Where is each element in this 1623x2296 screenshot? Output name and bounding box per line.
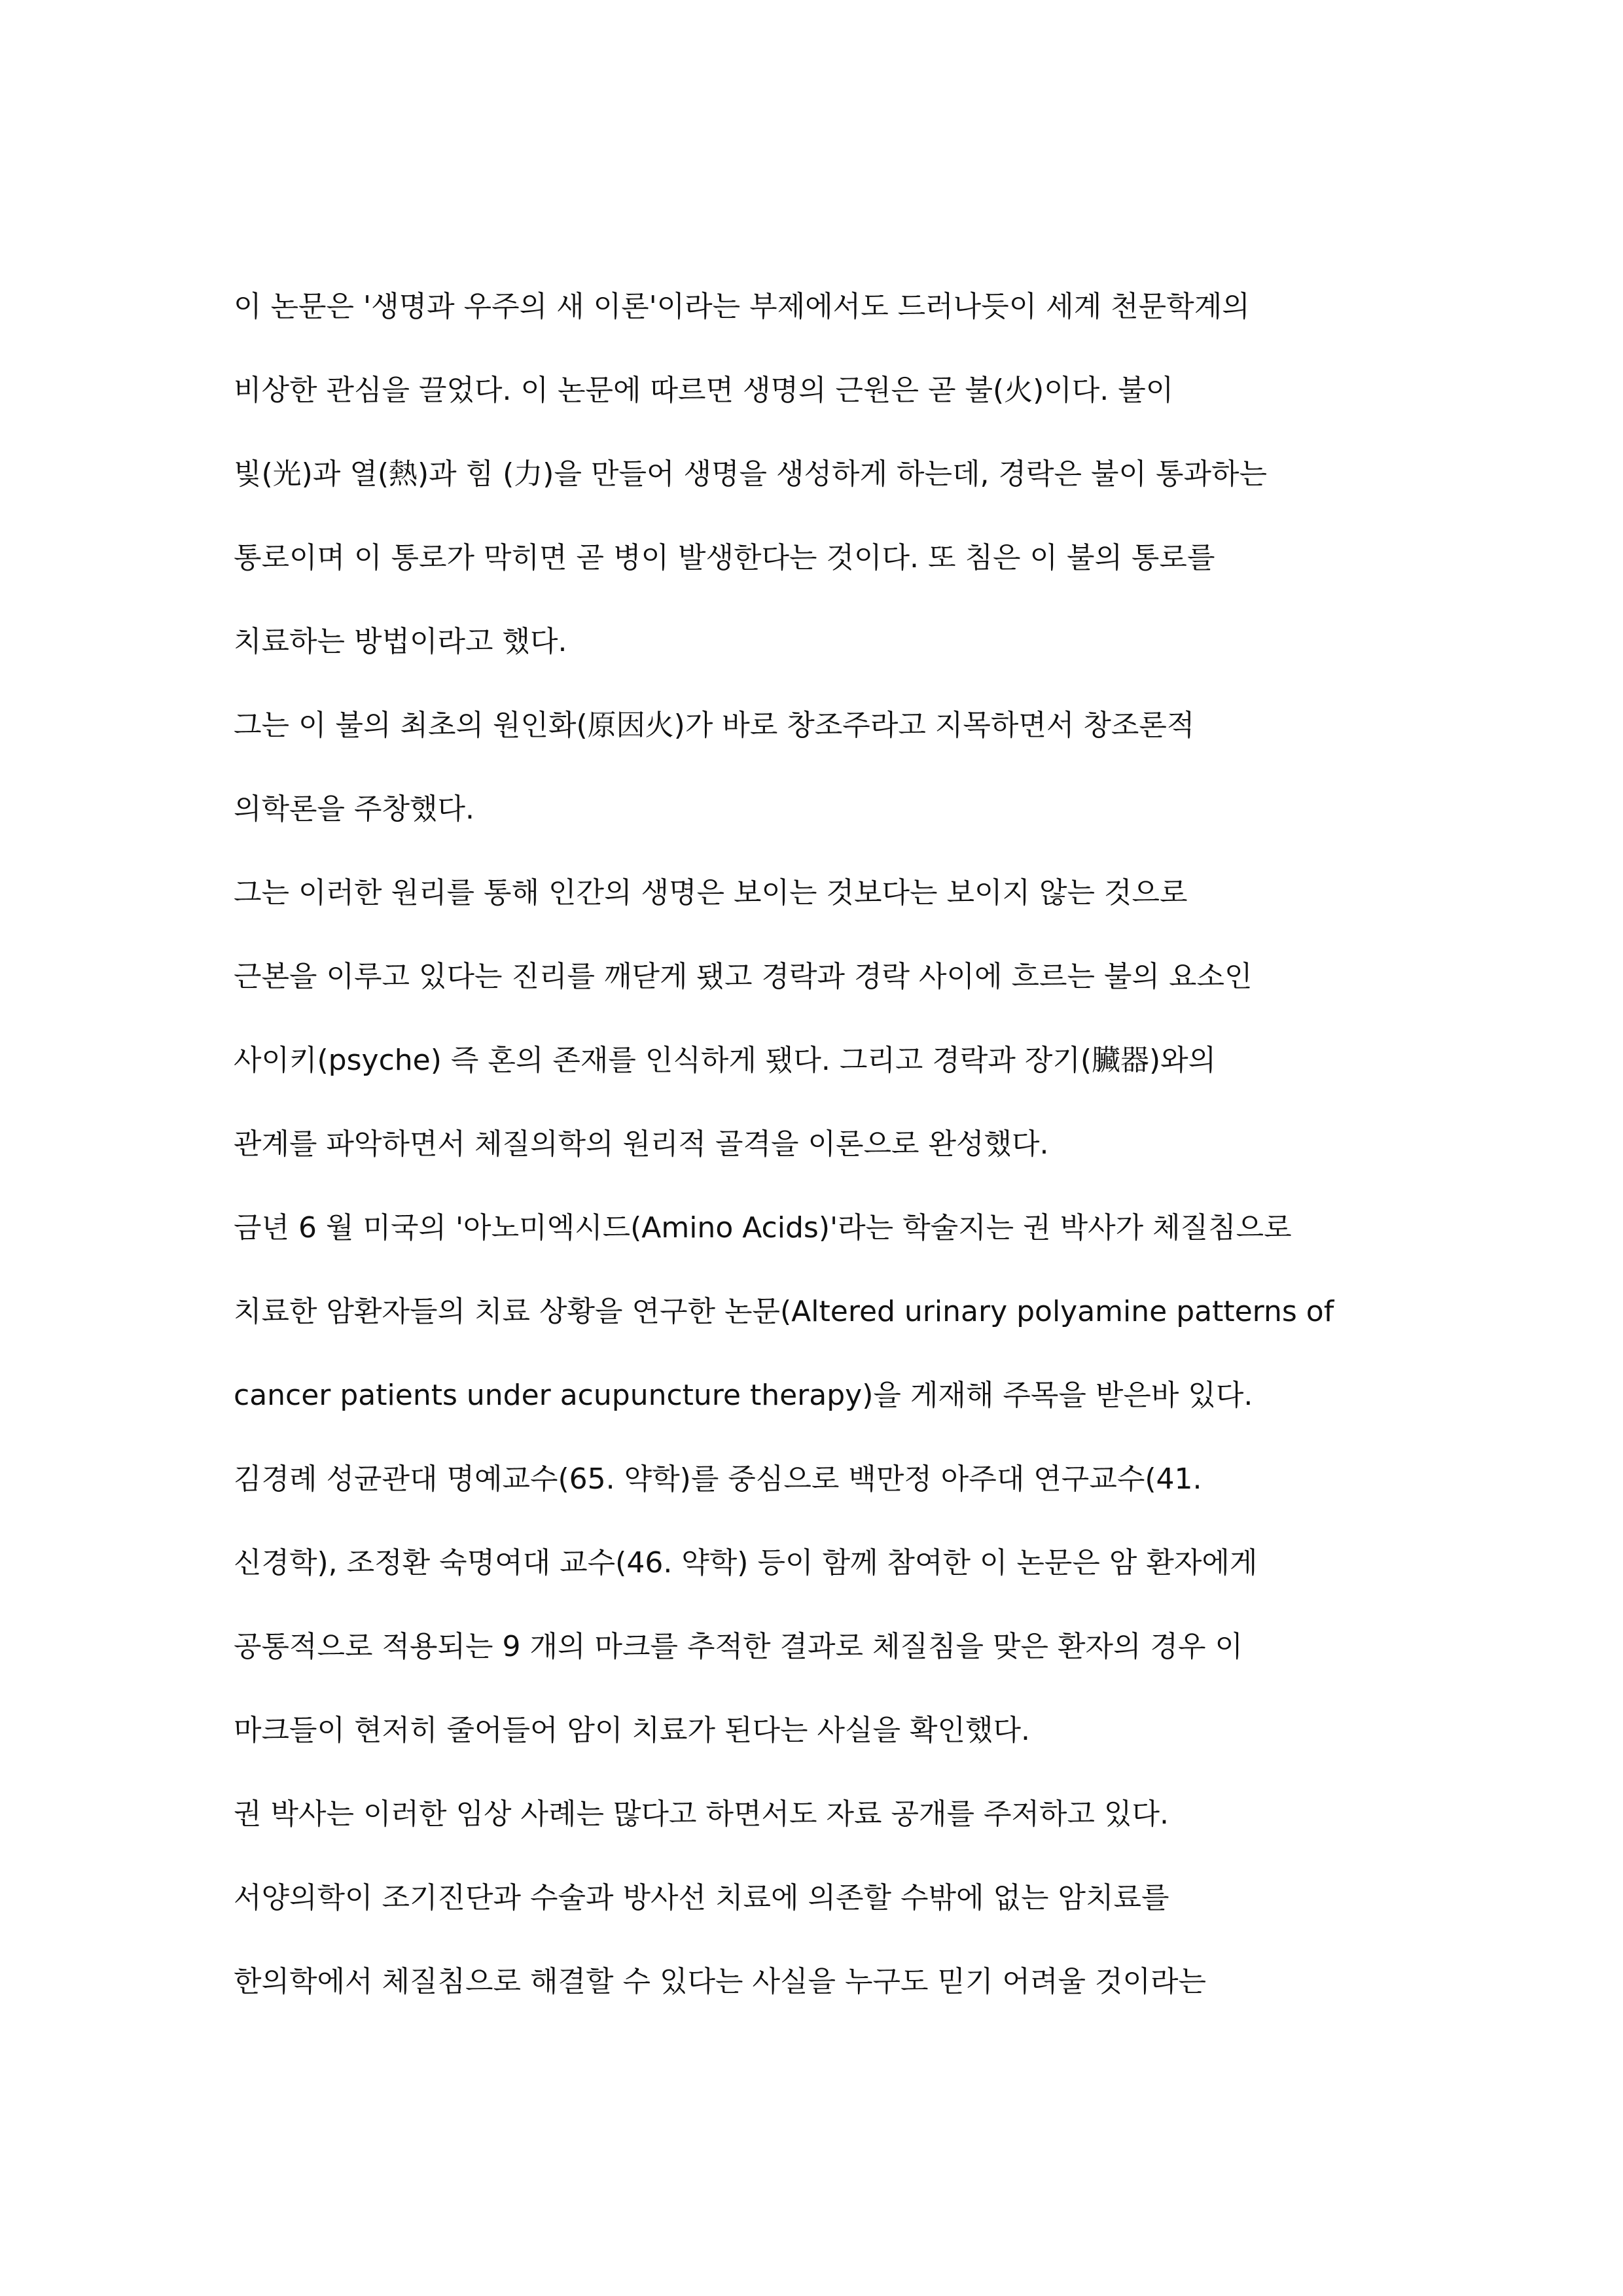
text-line-18: 마크들이 현저히 줄어들어 암이 치료가 된다는 사실을 확인했다. xyxy=(234,1714,1030,1747)
text-line-4: 통로이며 이 통로가 막히면 곧 병이 발생한다는 것이다. 또 침은 이 불의 통로를 xyxy=(234,541,1215,574)
text-line-21: 한의학에서 체질침으로 해결할 수 있다는 사실을 누구도 믿기 어려울 것이라는 xyxy=(234,1965,1207,1998)
text-line-8: 그는 이러한 원리를 통해 인간의 생명은 보이는 것보다는 보이지 않는 것으로 xyxy=(234,876,1188,910)
text-line-11: 관계를 파악하면서 체질의학의 원리적 골격을 이론으로 완성했다. xyxy=(234,1127,1049,1161)
text-line-3: 빛(光)과 열(熱)과 힘 (力)을 만들어 생명을 생성하게 하는데, 경락은 불이 통과하는 xyxy=(234,457,1267,491)
text-line-16: 신경학), 조정환 숙명여대 교수(46. 약학) 등이 함께 참여한 이 논문은 암 환자에게 xyxy=(234,1546,1258,1580)
text-line-14: cancer patients under acupuncture therapy)을 게재해 주목을 받은바 있다. xyxy=(234,1379,1253,1412)
text-line-19: 권 박사는 이러한 임상 사례는 많다고 하면서도 자료 공개를 주저하고 있다. xyxy=(234,1797,1169,1831)
text-line-15: 김경례 성균관대 명예교수(65. 약학)를 중심으로 백만정 아주대 연구교수(41. xyxy=(234,1462,1202,1496)
text-line-6: 그는 이 불의 최초의 원인화(原因火)가 바로 창조주라고 지목하면서 창조론적 xyxy=(234,709,1195,742)
text-line-2: 비상한 관심을 끌었다. 이 논문에 따르면 생명의 근원은 곧 불(火)이다. 불이 xyxy=(234,374,1174,407)
text-line-7: 의학론을 주창했다. xyxy=(234,792,475,826)
text-line-9: 근본을 이루고 있다는 진리를 깨닫게 됐고 경락과 경락 사이에 흐르는 불의 요소인 xyxy=(234,960,1253,993)
text-line-10: 사이키(psyche) 즉 혼의 존재를 인식하게 됐다. 그리고 경락과 장기(臟器)와의 xyxy=(234,1044,1217,1077)
text-line-1: 이 논문은 '생명과 우주의 새 이론'이라는 부제에서도 드러나듯이 세계 천문학계의 xyxy=(234,290,1250,323)
text-line-12: 금년 6 월 미국의 '아노미엑시드(Amino Acids)'라는 학술지는 권 박사가 체질침으로 xyxy=(234,1211,1292,1245)
text-line-5: 치료하는 방법이라고 했다. xyxy=(234,625,567,658)
text-line-20: 서양의학이 조기진단과 수술과 방사선 치료에 의존할 수밖에 없는 암치료를 xyxy=(234,1881,1169,1915)
text-line-17: 공통적으로 적용되는 9 개의 마크를 추적한 결과로 체질침을 맞은 환자의 경우 이 xyxy=(234,1630,1243,1663)
article-body xyxy=(234,265,1412,2024)
text-line-13: 치료한 암환자들의 치료 상황을 연구한 논문(Altered urinary polyamine patterns of xyxy=(234,1295,1334,1328)
